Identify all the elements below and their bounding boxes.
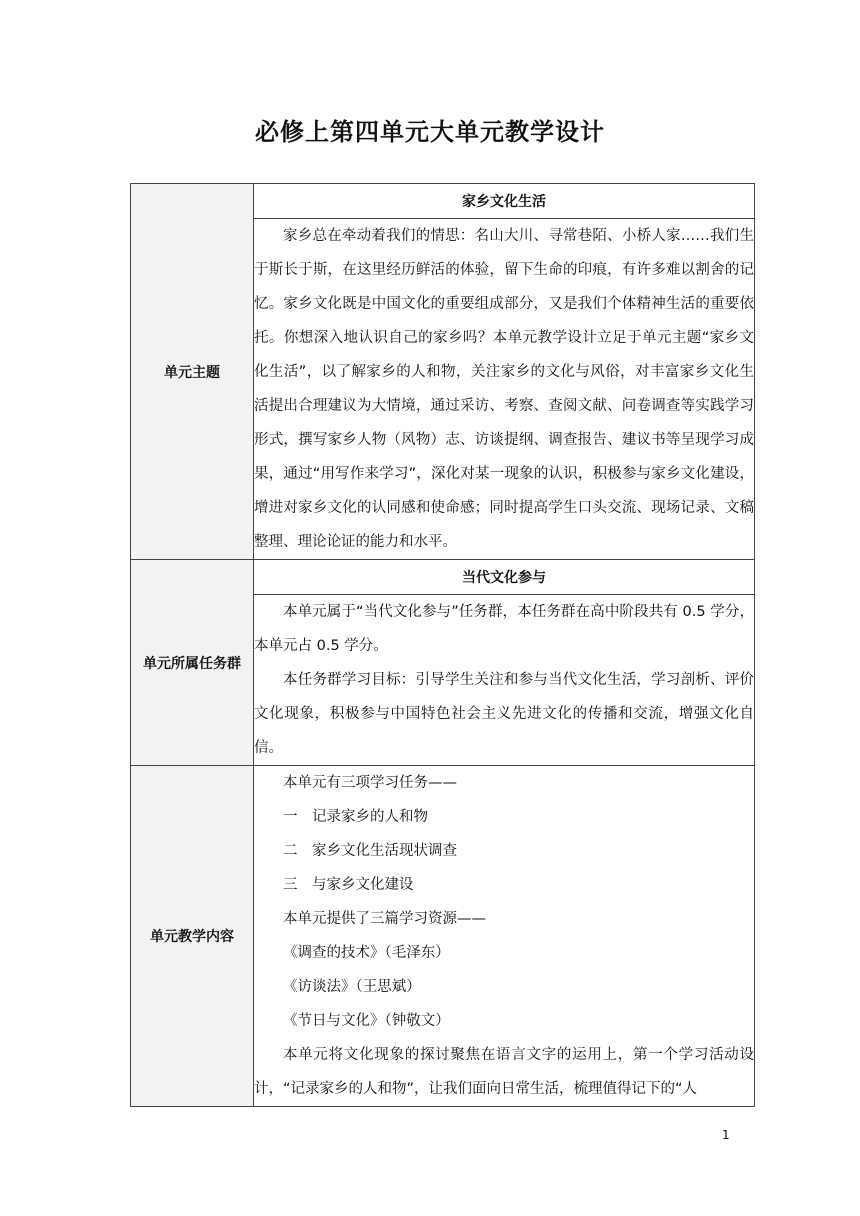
task-group-body [254,595,755,766]
design-table [130,183,755,1107]
document-title: 必修上第四单元大单元教学设计 [255,118,605,146]
content-body [254,766,755,1107]
content-row [131,766,755,1107]
task-group-paragraph-2: 本任务群学习目标：引导学生关注和参与当代文化生活，学习剖析、评价文化现象，积极参与中国特色社会主义先进文化的传播和交流，增强文化自信。 [254,672,754,756]
theme-body [254,219,755,560]
content-task-2: 二 家乡文化生活现状调查 [283,843,457,859]
content-resource-1: 《调查的技术》（毛泽东） [283,945,450,961]
theme-heading: 家乡文化生活 [254,184,755,219]
content-resource-3: 《节日与文化》（钟敬文） [283,1013,450,1029]
content-intro-tasks: 本单元有三项学习任务—— [283,775,457,791]
task-group-heading: 当代文化参与 [254,560,755,595]
content-task-3: 三 与家乡文化建设 [283,877,414,893]
content-label: 单元教学内容 [131,766,254,1107]
content-closing-paragraph: 本单元将文化现象的探讨聚焦在语言文字的运用上，第一个学习活动设计，“记录家乡的人和物”，让我们面向日常生活，梳理值得记下的“人 [254,1047,754,1097]
content-task-1: 一 记录家乡的人和物 [283,809,428,825]
content-intro-resources: 本单元提供了三篇学习资源—— [283,911,486,927]
page-number: 1 [722,1128,730,1142]
task-group-label: 单元所属任务群 [131,560,254,766]
theme-heading-row [131,184,755,219]
theme-label: 单元主题 [131,184,254,560]
theme-paragraph: 家乡总在牵动着我们的情思：名山大川、寻常巷陌、小桥人家……我们生于斯长于斯，在这里经历鲜活的体验，留下生命的印痕，有许多难以割舍的记忆。家乡文化既是中国文化的重要组成部分，又是我们个体精神生活的重要依托。你想深入地认识自己的家乡吗？本单元教学设计立足于单元主题“家乡文化生活”，以了解家乡的人和物，关注家乡的文化与风俗，对丰富家乡文化生活提出合理建议为大情境，通过采访、考察、查阅文献、问卷调查等实践学习形式，撰写家乡人物（风物）志、访谈提纲、调查报告、建议书等呈现学习成果，通过“用写作来学习”，深化对某一现象的认识，积极参与家乡文化建设，增进对家乡文化的认同感和使命感；同时提高学生口头交流、现场记录、文稿整理、理论论证的能力和水平。 [254,228,754,550]
task-group-heading-row [131,560,755,595]
task-group-paragraph-1: 本单元属于“当代文化参与”任务群，本任务群在高中阶段共有 0.5 学分，本单元占 0.5 学分。 [254,604,754,654]
content-resource-2: 《访谈法》（王思斌） [283,979,421,995]
